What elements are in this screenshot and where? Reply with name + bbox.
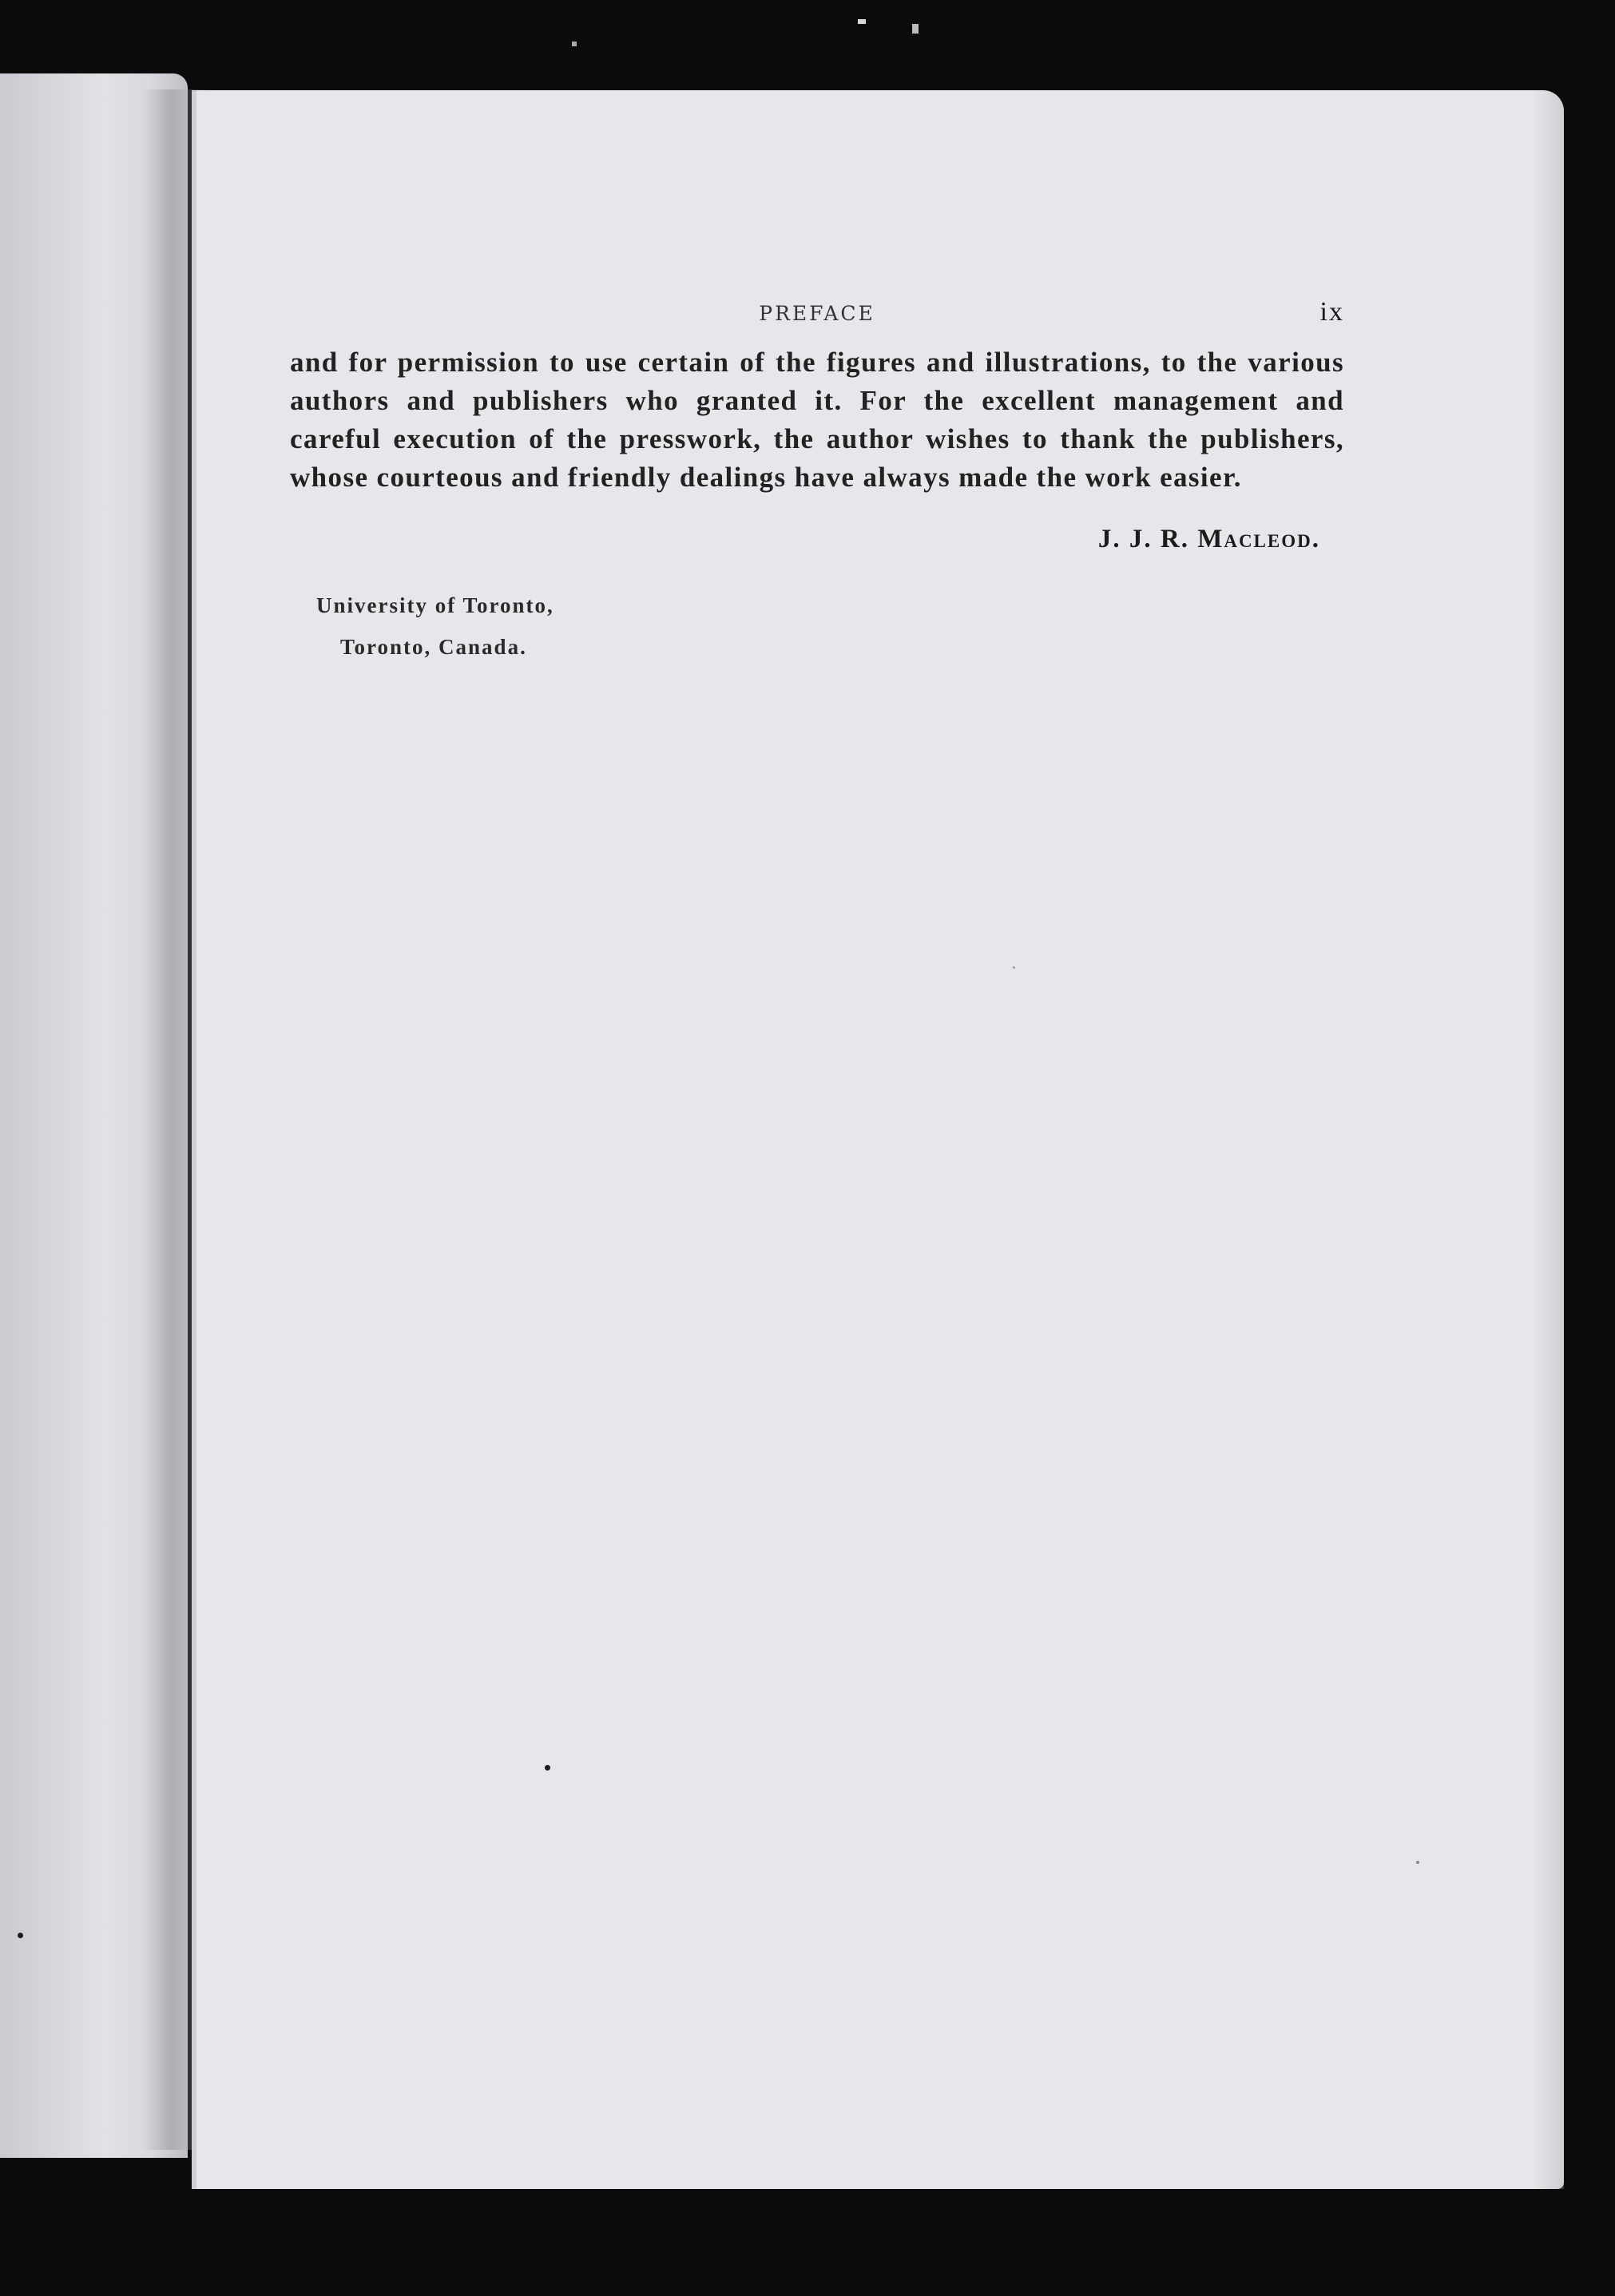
dust-speck [1416,1861,1419,1864]
top-edge-speck [912,24,919,34]
author-address [316,585,1344,668]
top-edge-speck [858,19,866,24]
running-title: PREFACE [759,302,875,325]
dust-speck [545,1765,550,1771]
page-number: ix [1319,297,1344,327]
running-head [290,297,1344,335]
dust-speck [18,1933,23,1938]
dust-speck [1013,966,1015,969]
author-signature: J. J. R. Macleod. [1097,525,1320,553]
address-line-institution: University of Toronto, [316,593,554,617]
preface-paragraph: and for permission to use certain of the figures and illustrations, to the various authors and publishers who granted it. For the excellent management and careful execution of the presswork, the author wishes to thank the publishers, whose courteous and friendly dealings have always made the work easier. [290,347,1344,493]
top-edge-speck [572,42,577,46]
address-line-city: Toronto, Canada. [340,635,527,659]
page-content [290,297,1344,668]
